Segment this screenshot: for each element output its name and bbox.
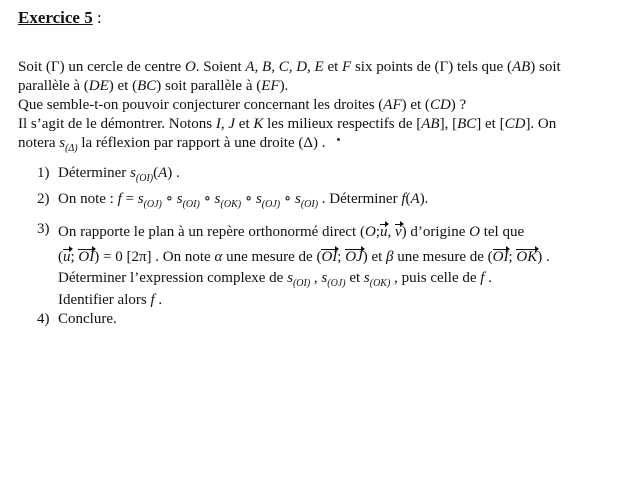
- text-segment: .: [154, 292, 163, 308]
- text-segment: une mesure de (: [393, 249, 493, 265]
- text-segment: ∘: [280, 191, 295, 207]
- text-segment: ) soit: [530, 59, 561, 75]
- subscript: (OI): [292, 278, 311, 289]
- question-number: 1): [37, 165, 50, 181]
- text-segment: Déterminer l’expression complexe de: [58, 270, 288, 286]
- math-symbol: BC: [457, 116, 477, 132]
- math-symbol: EF: [261, 78, 280, 94]
- math-symbol: f: [401, 191, 406, 207]
- intro-line: [18, 96, 466, 114]
- math-symbol: AB: [511, 59, 531, 75]
- text-segment: Identifier alors: [58, 292, 151, 308]
- question-4-line: [58, 310, 117, 328]
- text-segment: Que semble-t-on pouvoir conjecturer concernant les droites (: [18, 97, 384, 113]
- vector-symbol: OI: [321, 249, 338, 265]
- text-segment: ;: [508, 249, 517, 265]
- math-symbol: α: [214, 249, 223, 265]
- math-symbol: J: [228, 116, 236, 132]
- subscript: (Δ): [65, 143, 78, 154]
- intro-line: [18, 134, 325, 158]
- question-3-line: [58, 269, 492, 293]
- vector-symbol: OI: [492, 249, 509, 265]
- text-segment: (: [405, 191, 411, 207]
- text-segment: ] et [: [476, 116, 505, 132]
- subscript: (OJ): [327, 278, 346, 289]
- text-segment: ) .: [167, 165, 180, 181]
- text-segment: ) et: [362, 249, 387, 265]
- intro-line: [18, 77, 288, 95]
- math-symbol: f: [480, 270, 485, 286]
- text-segment: tel que: [479, 224, 525, 240]
- text-segment: ) et (: [401, 97, 430, 113]
- text-segment: ).: [279, 78, 289, 94]
- math-symbol: s: [255, 191, 262, 207]
- text-segment: ], [: [439, 116, 458, 132]
- math-symbol: f: [150, 292, 155, 308]
- math-symbol: BC: [137, 78, 157, 94]
- text-segment: la réflexion par rapport à une droite (Δ) .: [77, 135, 326, 151]
- text-segment: =: [121, 191, 138, 207]
- math-symbol: O: [469, 224, 480, 240]
- scan-speck: [337, 138, 340, 141]
- subscript: (OJ): [261, 199, 281, 210]
- math-symbol: A: [158, 165, 168, 181]
- text-segment: une mesure de (: [222, 249, 322, 265]
- text-segment: et: [345, 270, 364, 286]
- text-segment: ;: [337, 249, 346, 265]
- math-symbol: s: [287, 270, 293, 286]
- text-segment: , puis celle de: [390, 270, 481, 286]
- vector-symbol: u: [63, 249, 71, 265]
- text-segment: (: [58, 249, 63, 265]
- text-segment: ,: [310, 270, 322, 286]
- text-segment: On rapporte le plan à un repère orthonormé direct (: [58, 224, 365, 240]
- subscript: (OI): [300, 199, 319, 210]
- subscript: (OK): [369, 278, 391, 289]
- question-3-line: [58, 220, 524, 241]
- math-symbol: s: [59, 135, 66, 151]
- question-1-line: [58, 164, 180, 188]
- math-symbol: AF: [383, 97, 402, 113]
- math-symbol: K: [253, 116, 264, 132]
- exercise-title: [18, 9, 102, 27]
- subscript: (OJ): [143, 199, 162, 210]
- text-segment: (: [153, 165, 159, 181]
- vector-symbol: OI: [78, 249, 95, 265]
- text-segment: ) soit parallèle à (: [156, 78, 262, 94]
- text-segment: .: [484, 270, 492, 286]
- text-segment: ,: [387, 224, 395, 240]
- text-segment: ∘: [161, 191, 177, 207]
- math-symbol: O: [364, 224, 376, 240]
- text-segment: ;: [70, 249, 79, 265]
- question-number: 2): [37, 191, 50, 207]
- text-segment: six points de (Γ) tels que (: [351, 59, 512, 75]
- exercise-title-suffix: :: [92, 8, 102, 27]
- text-segment: Il s’agit de le démontrer. Notons: [18, 116, 216, 132]
- text-segment: On note :: [58, 191, 118, 207]
- question-number: 4): [37, 311, 50, 327]
- math-symbol: CD: [504, 116, 526, 132]
- text-segment: parallèle à (: [18, 78, 89, 94]
- vector-symbol: v: [394, 224, 402, 240]
- math-symbol: s: [294, 191, 301, 207]
- math-symbol: F: [342, 59, 352, 75]
- math-symbol: DE: [88, 78, 109, 94]
- subscript: (OI): [182, 199, 200, 210]
- text-segment: ) d’origine: [401, 224, 470, 240]
- vector-symbol: u: [379, 224, 388, 240]
- intro-line: [18, 115, 556, 133]
- question-number: 3): [37, 221, 50, 237]
- math-symbol: CD: [429, 97, 451, 113]
- intro-line: [18, 58, 561, 76]
- math-symbol: β: [386, 249, 394, 265]
- math-symbol: s: [321, 270, 328, 286]
- math-symbol: A: [410, 191, 420, 207]
- math-symbol: AB: [421, 116, 440, 132]
- question-3-line: [58, 245, 550, 266]
- text-segment: ∘: [199, 191, 215, 207]
- vector-symbol: OK: [516, 249, 538, 265]
- text-segment: Conclure.: [58, 311, 117, 327]
- math-symbol: A, B, C, D, E: [245, 59, 324, 75]
- math-symbol: O: [184, 59, 196, 75]
- text-segment: Déterminer: [58, 165, 131, 181]
- math-symbol: f: [117, 191, 122, 207]
- text-segment: ) et (: [108, 78, 138, 94]
- text-segment: notera: [18, 135, 60, 151]
- subscript: (OI): [135, 173, 154, 184]
- math-symbol: s: [137, 191, 144, 207]
- text-segment: et: [323, 59, 343, 75]
- text-segment: ∘: [241, 191, 256, 207]
- text-segment: Soit (Γ) un cercle de centre: [18, 59, 185, 75]
- exercise-title-label: Exercice 5: [18, 8, 93, 27]
- text-segment: ]. On: [525, 116, 557, 132]
- text-segment: ) = 0 [2π] . On note: [94, 249, 215, 265]
- text-segment: ,: [220, 116, 229, 132]
- math-symbol: s: [363, 270, 370, 286]
- math-symbol: I: [215, 116, 221, 132]
- text-segment: ).: [419, 191, 429, 207]
- math-symbol: s: [176, 191, 183, 207]
- text-segment: ) ?: [450, 97, 467, 113]
- subscript: (OK): [220, 199, 242, 210]
- text-segment: et: [235, 116, 254, 132]
- math-symbol: s: [214, 191, 221, 207]
- text-segment: les milieux respectifs de [: [263, 116, 422, 132]
- text-segment: . Déterminer: [318, 191, 402, 207]
- question-2-line: [58, 190, 428, 214]
- question-3-line: [58, 291, 162, 309]
- text-segment: . Soient: [195, 59, 246, 75]
- vector-symbol: OJ: [345, 249, 363, 265]
- text-segment: ;: [375, 224, 380, 240]
- text-segment: ) .: [537, 249, 550, 265]
- math-symbol: s: [130, 165, 136, 181]
